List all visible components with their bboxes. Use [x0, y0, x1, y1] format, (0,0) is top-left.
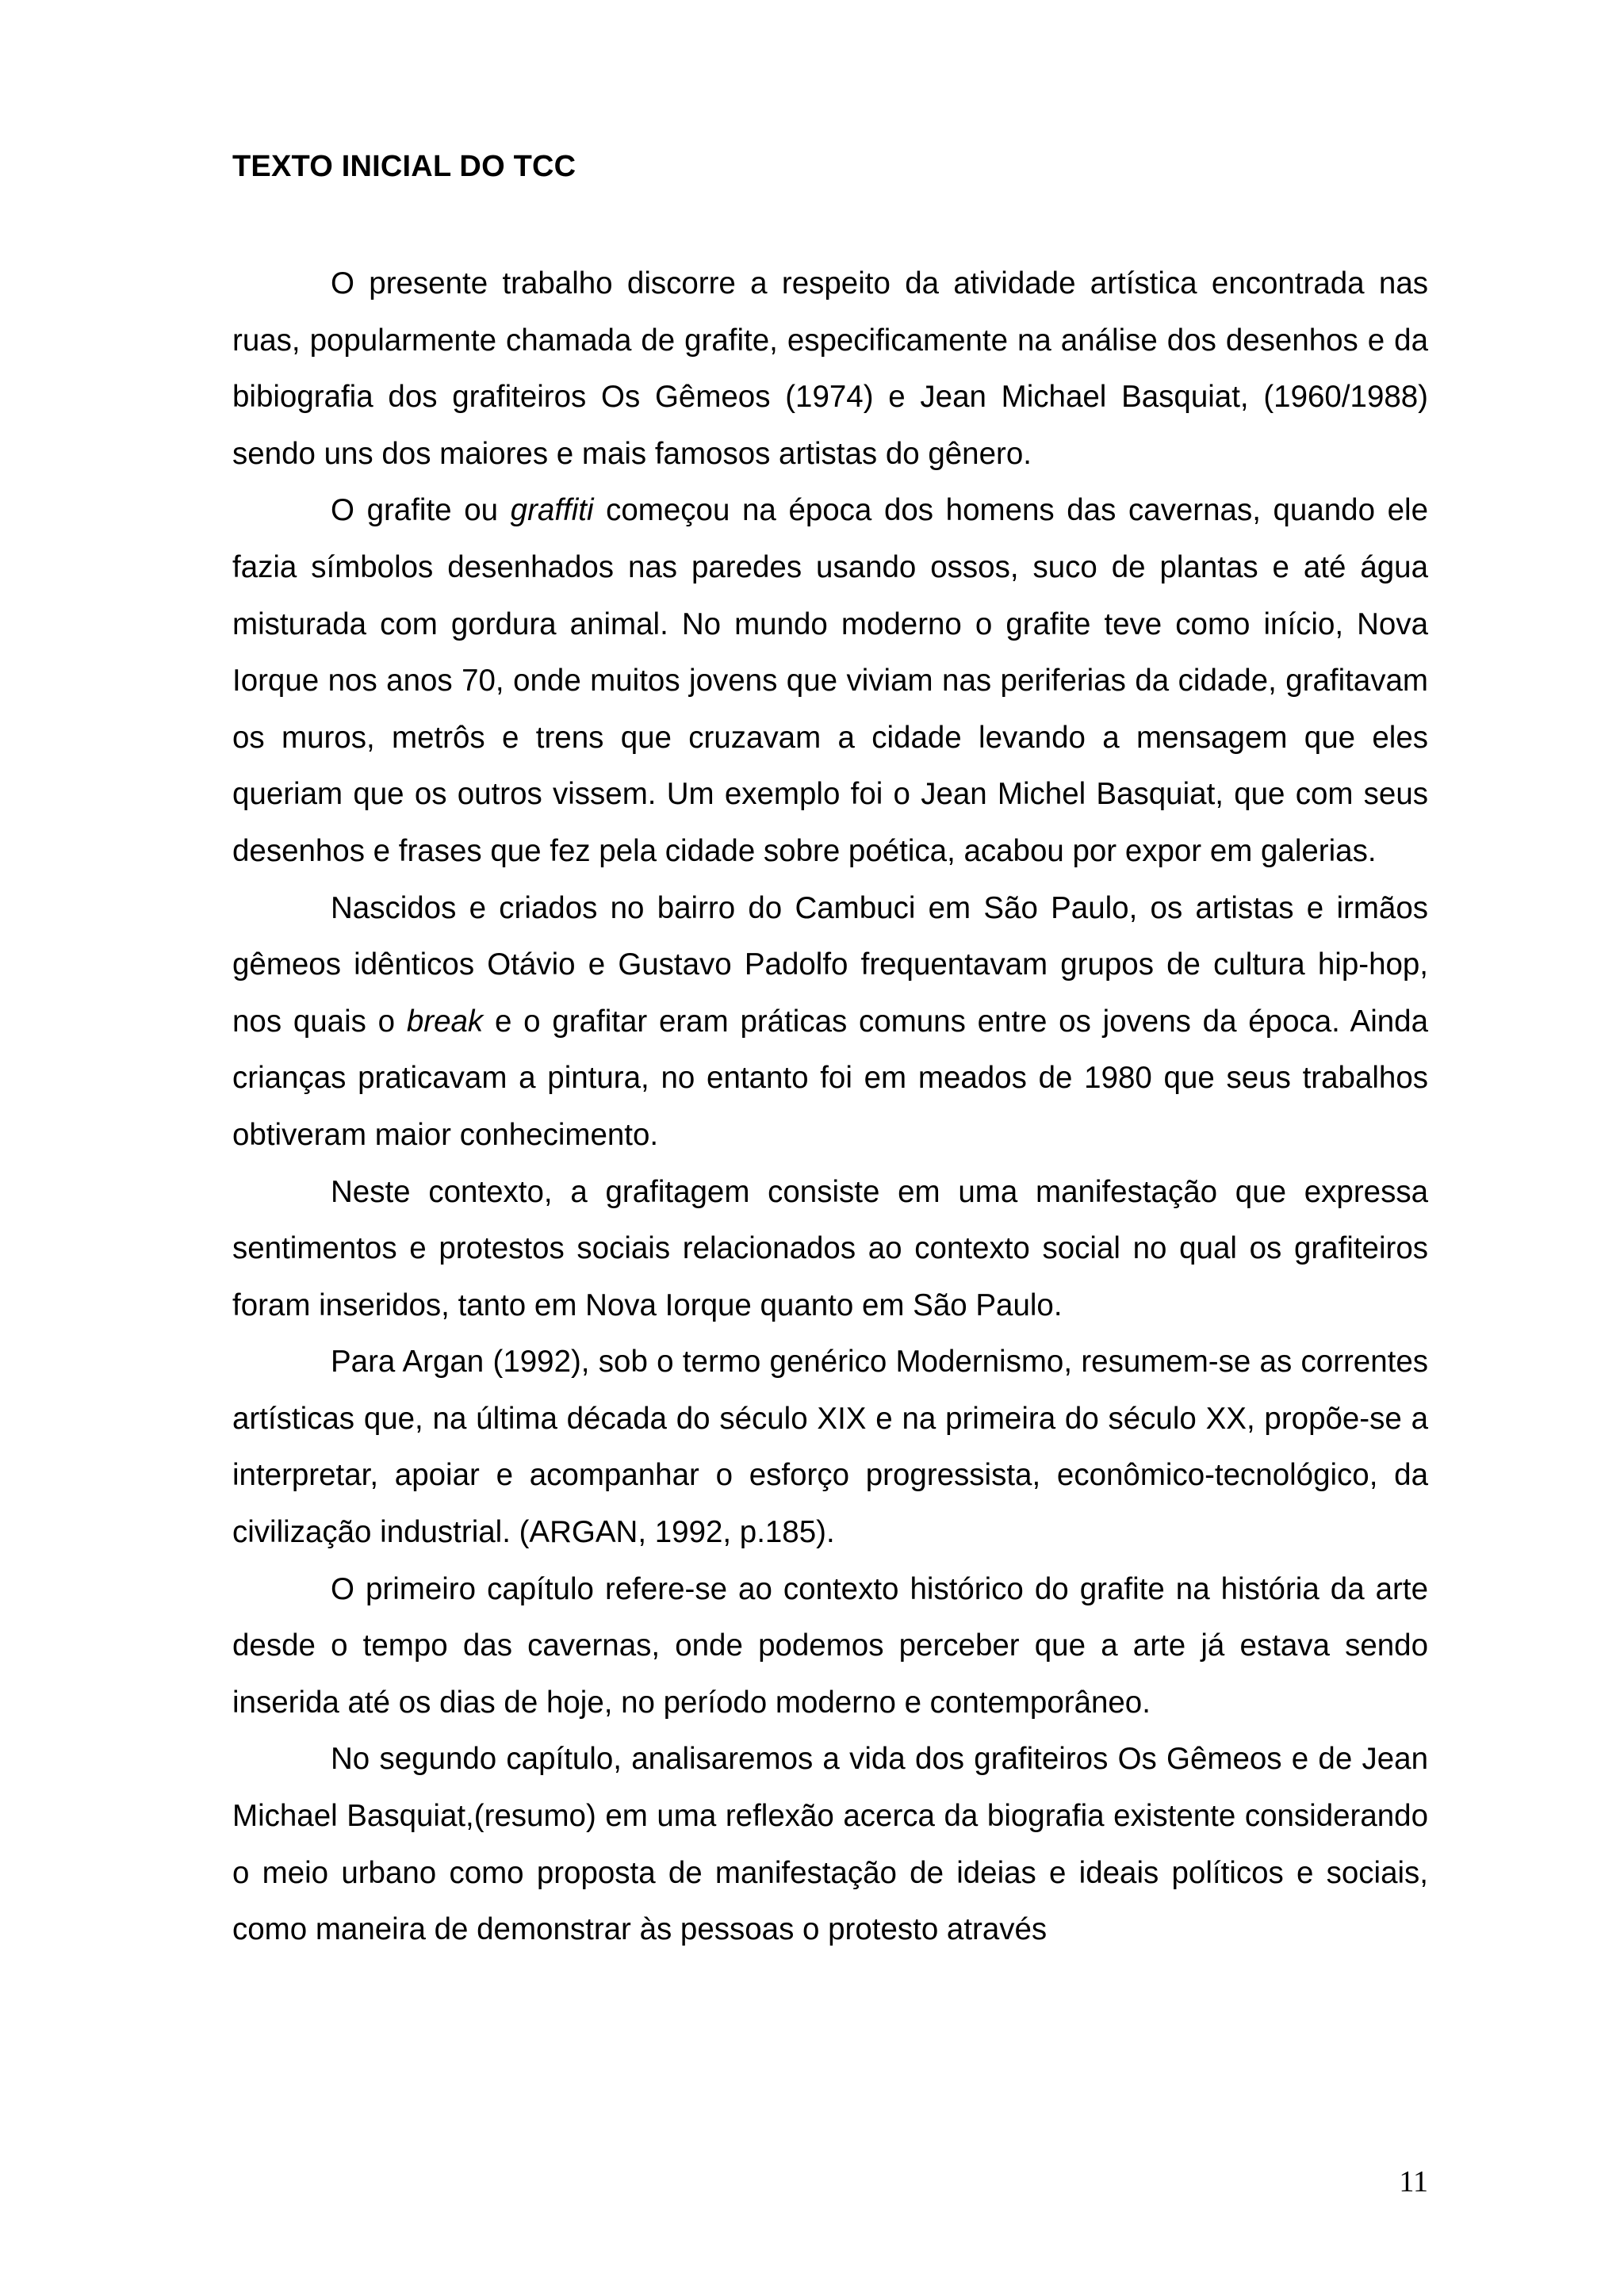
paragraph-text: Nascidos e criados no bairro do Cambuci em São Paulo, os artistas e irmãos gêmeos idênticos Otávio e Gustavo Padolfo frequentavam grupos de cultura hip-hop, nos quais o [232, 890, 1428, 1039]
paragraph-text: O grafite ou [331, 493, 511, 528]
section-heading: TEXTO INICIAL DO TCC [232, 150, 576, 183]
paragraph [232, 880, 1428, 1164]
paragraph [232, 482, 1428, 879]
paragraph-text: e o grafitar eram práticas comuns entre os jovens da época. Ainda crianças praticavam a pintura, no entanto foi em meados de 1980 que seus trabalhos obtiveram maior conhecimento. [232, 1004, 1428, 1152]
page-number: 11 [1399, 2165, 1428, 2198]
paragraph-text: O primeiro capítulo refere-se ao contexto histórico do grafite na história da arte desde o tempo das cavernas, onde podemos perceber que a arte já estava sendo inserida até os dias de hoje, no período moderno e contemporâneo. [232, 1571, 1428, 1720]
body-text [232, 255, 1428, 1958]
paragraph-text: Para Argan (1992), sob o termo genérico Modernismo, resumem-se as correntes artísticas que, na última década do século XIX e na primeira do século XX, propõe-se a interpretar, apoiar e acompanhar o esforço progressista, econômico-tecnológico, da civilização industrial. (ARGAN, 1992, p.185). [232, 1345, 1428, 1550]
paragraph-text: começou na época dos homens das cavernas, quando ele fazia símbolos desenhados nas paredes usando ossos, suco de plantas e até água misturada com gordura animal. No mundo moderno o grafite teve como início, Nova Iorque nos anos 70, onde muitos jovens que viviam nas periferias da cidade, grafitavam os muros, metrôs e trens que cruzavam a cidade levando a mensagem que eles queriam que os outros vissem. Um exemplo foi o Jean Michel Basquiat, que com seus desenhos e frases que fez pela cidade sobre poética, acabou por expor em galerias. [232, 493, 1428, 868]
italic-term: graffiti [510, 493, 594, 528]
paragraph-text: Neste contexto, a grafitagem consiste em uma manifestação que expressa sentimentos e protestos sociais relacionados ao contexto social no qual os grafiteiros foram inseridos, tanto em Nova Iorque quanto em São Paulo. [232, 1174, 1428, 1322]
paragraph [232, 1731, 1428, 1957]
paragraph-text: O presente trabalho discorre a respeito da atividade artística encontrada nas ruas, popularmente chamada de grafite, especificamente na análise dos desenhos e da bibiografia dos grafiteiros Os Gêmeos (1974) e Jean Michael Basquiat, (1960/1988) sendo uns dos maiores e mais famosos artistas do gênero. [232, 266, 1428, 471]
paragraph [232, 1164, 1428, 1334]
paragraph [232, 1561, 1428, 1732]
paragraph [232, 255, 1428, 482]
italic-term: break [406, 1004, 484, 1039]
paragraph [232, 1334, 1428, 1560]
paragraph-text: No segundo capítulo, analisaremos a vida dos grafiteiros Os Gêmeos e de Jean Michael Basquiat,(resumo) em uma reflexão acerca da biografia existente considerando o meio urbano como proposta de manifestação de ideias e ideais políticos e sociais, como maneira de demonstrar às pessoas o protesto através [232, 1742, 1428, 1947]
